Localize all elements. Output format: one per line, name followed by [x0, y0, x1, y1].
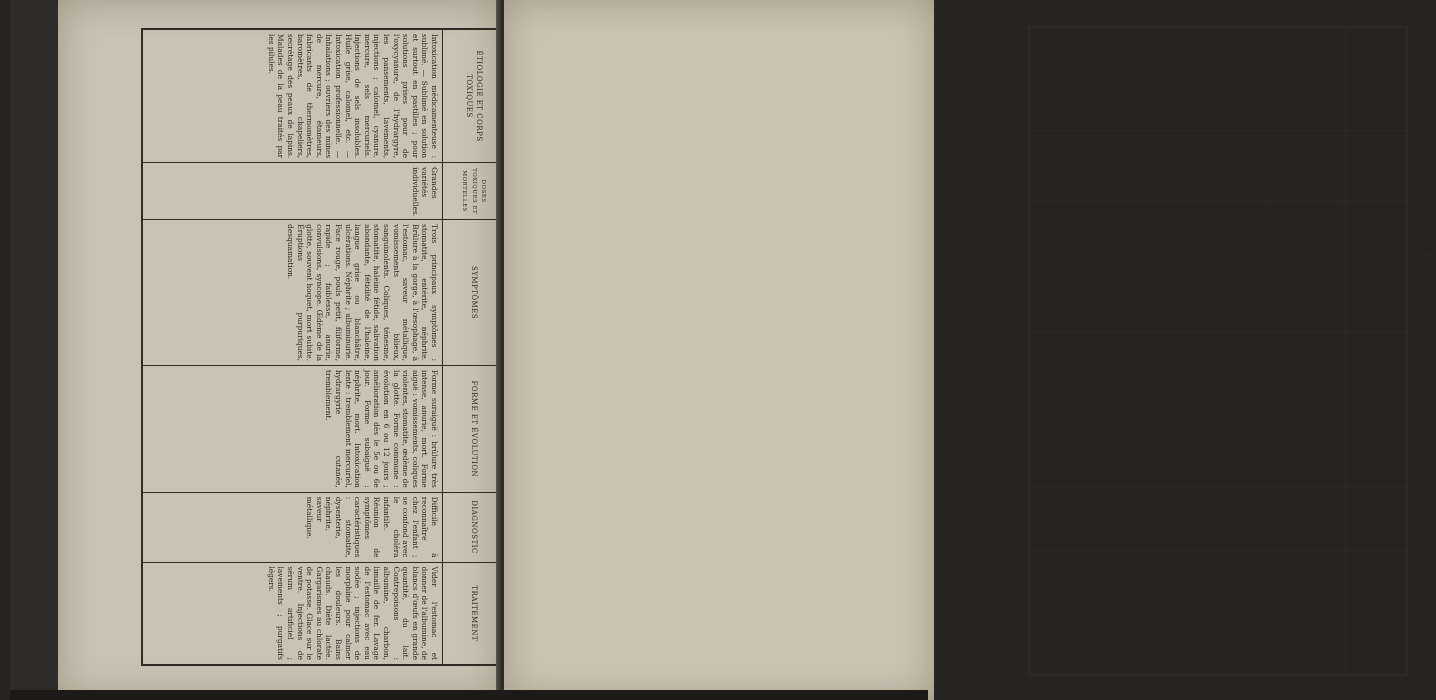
section-heading-opium — [1418, 20, 1434, 682]
cell-doses: Grandes variétés individuelles. — [143, 163, 443, 220]
cell-diagnostic: Myosis, coma avec bradypnée, cyanose. — [1030, 487, 1346, 552]
cell-symptomes: Pesanteur de tête, vertiges, sensation de chaleur dans tout le corps, prurit, sécheresse de la bouche, soif, nausées et vomissements, constipation. Somnolence et assoupissement, sommeil profond, coma ; myosis extrême, pupilles punctiformes ; respiration lente, irrégulière, stertoreuse ; pouls faible, cyanose. Refroidissement, sueurs profuses ; rétention d'urine. Chez l'enfant : excitation, convulsions. — [1030, 202, 1346, 331]
table-header — [442, 30, 503, 664]
column-header-traitement: TRAITEMENT — [1372, 584, 1381, 641]
right-page-content — [1024, 20, 1436, 682]
column-header-forme: FORME ET ÉVOLUTION — [443, 366, 503, 493]
section-number: 15. — [1418, 249, 1434, 276]
cell-traitement: Vomitif, lavage de l'estomac au permanganate de potasse à 1 p. 1000. Contrepoisons : tanin, café, thé. Combattre le coma ; flagellation, révulsion ; excitants cutanés ; faire marcher le malade. Respiration artificielle ; inhalations d'oxygène. Atropine modérée comme antidote physiologique ; injections de caféine, éther, strychnine. Réchauffer le malade ; boissons chaudes. — [1208, 555, 1342, 670]
right-page — [504, 0, 1434, 700]
left-page — [58, 0, 500, 700]
cell-etiologie: Pavot, opium, morphine, alcaloïdes : codéine, narcéine, thébaïne, papavérine ; laudanum, élixir parégorique, extrait thébaïque, sirop de morphine, poudre de Dower. Empoisonnement criminel ou par erreur ; suicide. Intoxication accidentelle chez les enfants par sirops calmants ; tétée du sein de la nourrice. Suicide par laudanum très fréquent. — [1030, 28, 1346, 131]
column-header-etiologie: ÉTIOLOGIE ET CORPS TOXIQUES — [443, 30, 503, 163]
left-page-content — [133, 22, 545, 672]
column-header-marche: MARCHE ET ÉVOLUTION — [1346, 332, 1406, 487]
cell-symptomes: Trois principaux symptômes : stomatite, entérite, néphrite. Brûlure à la gorge, à l'œsophage, à l'estomac, saveur métallique, vomissements bilieux, sanguinolents. Coliques, ténesme, stomatite, haleine fétide, salivation abondante, fétidité de l'haleine, langue grise ou blanchâtre, ulcérations. Néphrite ; albuminurie. Face rouge, pouls petit, filiforme, rapide ; faiblesse, anurie, convulsions, syncope. Œdème de la glotte, souvent hoquet, mort subite. Éruptions purpuriques, desquamation. — [143, 220, 443, 366]
table-row — [1030, 28, 1346, 674]
column-header-symptomes: SYMPTÔMES — [443, 220, 503, 366]
cell-diagnostic: Difficile à reconnaître chez l'enfant ; se confond avec le choléra infantile. Réunion de symptômes caractéristiques : stomatite, dysenterie, néphrite, saveur métallique. — [143, 493, 443, 563]
column-header-doses: DOSES TOXIQUES ET MORTELLES — [443, 163, 503, 220]
cell-traitement: Vider l'estomac et donner de l'albumine, de blancs d'œufs en grande quantité, du lait. Contrepoisons : albumine, charbon, limaille de fer. Lavage de l'estomac avec eau sodée ; injections de morphine pour calmer les douleurs. Bains chauds. Diète lactée. Gargarismes au chlorate de potasse. Glace sur le ventre. Injections de sérum artificiel ; lavements ; purgatifs légers. — [266, 566, 439, 660]
cell-doses: Adulte, 5 centigr. morphine toxique ; 20 centigr. mortels ; opium, 1 gr. à 2 gr. Enfant : quelques gouttes de laudanum ; grande susceptibilité chez le nouveau-né. Tolérance par l'habitude ; morphinomanes peuvent supporter des doses énormes. — [1030, 131, 1346, 202]
cell-forme: Forme suraiguë : brûlure très intense, anurie, mort. Forme aiguë : vomissements, coliques violentes, stomatite, œdème de la glotte. Forme commune : évolution en 6 ou 12 jours ; amélioration dès le 5e ou 6e jour. Forme subaiguë : néphrite, mort. Intoxication lente : tremblement mercuriel, hydrargyrie cutanée, tremblement. — [143, 366, 443, 493]
book-bottom-edge — [10, 690, 928, 700]
column-header-diagnostic: DIAGNOSTIC — [443, 493, 503, 563]
open-book — [10, 0, 1434, 700]
column-header-traitement: TRAITEMENT — [469, 585, 478, 642]
mercure-table — [141, 28, 505, 666]
cell-etiologie: Intoxication médicamenteuse : sublimé. — Sublimé en solution et surtout en pastilles ; pour solutions prises pour de l'oxycyanure, de l'hydrargyre, les pansements, lavements, injections ; calomel, cyanure, mercure, sels mercuriels. Injections de sels insolubles. Huile grise, calomel, etc. — Intoxication professionnelle. — Inhalations ; ouvriers des mines de mercure, étameurs, fabricants de thermomètres, baromètres, chapeliers, secrétage des peaux de lapins. Malades de la peau traités par les pilules. — [143, 30, 443, 163]
opium-table — [1028, 26, 1408, 676]
column-header-etiologie: ÉTIOLOGIE ET CORPS TOXIQUES — [1346, 28, 1406, 131]
table-header — [1345, 28, 1406, 674]
column-header-symptomes: SYMPTÔMES — [1346, 202, 1406, 331]
section-title: Opium et morphine. — [1418, 285, 1434, 453]
column-header-diagnostic: DIAGNOSTIC — [1346, 487, 1406, 552]
cell-marche: Début une demi-heure après l'ingestion ; période d'excitation, puis période comateuse, parfois mort rapide. Observation : l'enfant pâlit, se refroidit, la respiration se ralentit, les pupilles se resserrent. Le coma dure 6 à 12 heures ; la mort survient par asphyxie. Formes anormales : début brusque, mort subite. — [1030, 332, 1346, 487]
table-row — [143, 30, 443, 664]
column-header-doses: DOSES TOXIQUES ET MORTELLES — [1346, 131, 1406, 202]
